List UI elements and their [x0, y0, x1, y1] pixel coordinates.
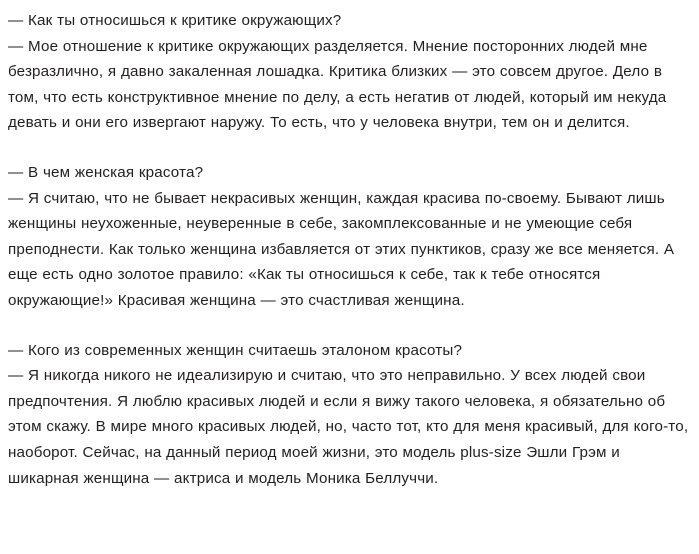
- qa-block-3: [8, 338, 691, 492]
- qa-block-2: [8, 160, 691, 314]
- answer-text: — Я считаю, что не бывает некрасивых женщин, каждая красива по-своему. Бывают лишь женщины неухоженные, неуверенные в себе, закомплексованные и не умеющие себя преподнести. Как только женщина избавляется от этих пунктиков, сразу же все меняется. А еще есть одно золотое правило: «Как ты относишься к себе, так к тебе относятся окружающие!» Красивая женщина — это счастливая женщина.: [8, 189, 675, 309]
- question-text: — Как ты относишься к критике окружающих?: [8, 12, 342, 29]
- answer-text: — Я никогда никого не идеализирую и считаю, что это неправильно. У всех людей свои предпочтения. Я люблю красивых людей и если я вижу такого человека, я обязательно об этом скажу. В мире много красивых людей, но, часто тот, кто для меня красивый, для кого-то, наоборот. Сейчас, на данный период моей жизни, это модель plus-size Эшли Грэм и шикарная женщина — актриса и модель Моника Беллуччи.: [8, 367, 689, 487]
- answer-text: — Мое отношение к критике окружающих разделяется. Мнение посторонних людей мне безразлично, я давно закаленная лошадка. Критика близких — это совсем другое. Дело в том, что есть конструктивное мнение по делу, а есть негатив от людей, который им некуда девать и они его извергают наружу. То есть, что у человека внутри, тем он и делится.: [8, 37, 667, 132]
- question-text: — В чем женская красота?: [8, 163, 204, 181]
- question-text: — Кого из современных женщин считаешь эталоном красоты?: [8, 341, 463, 359]
- qa-block-1: [8, 8, 691, 136]
